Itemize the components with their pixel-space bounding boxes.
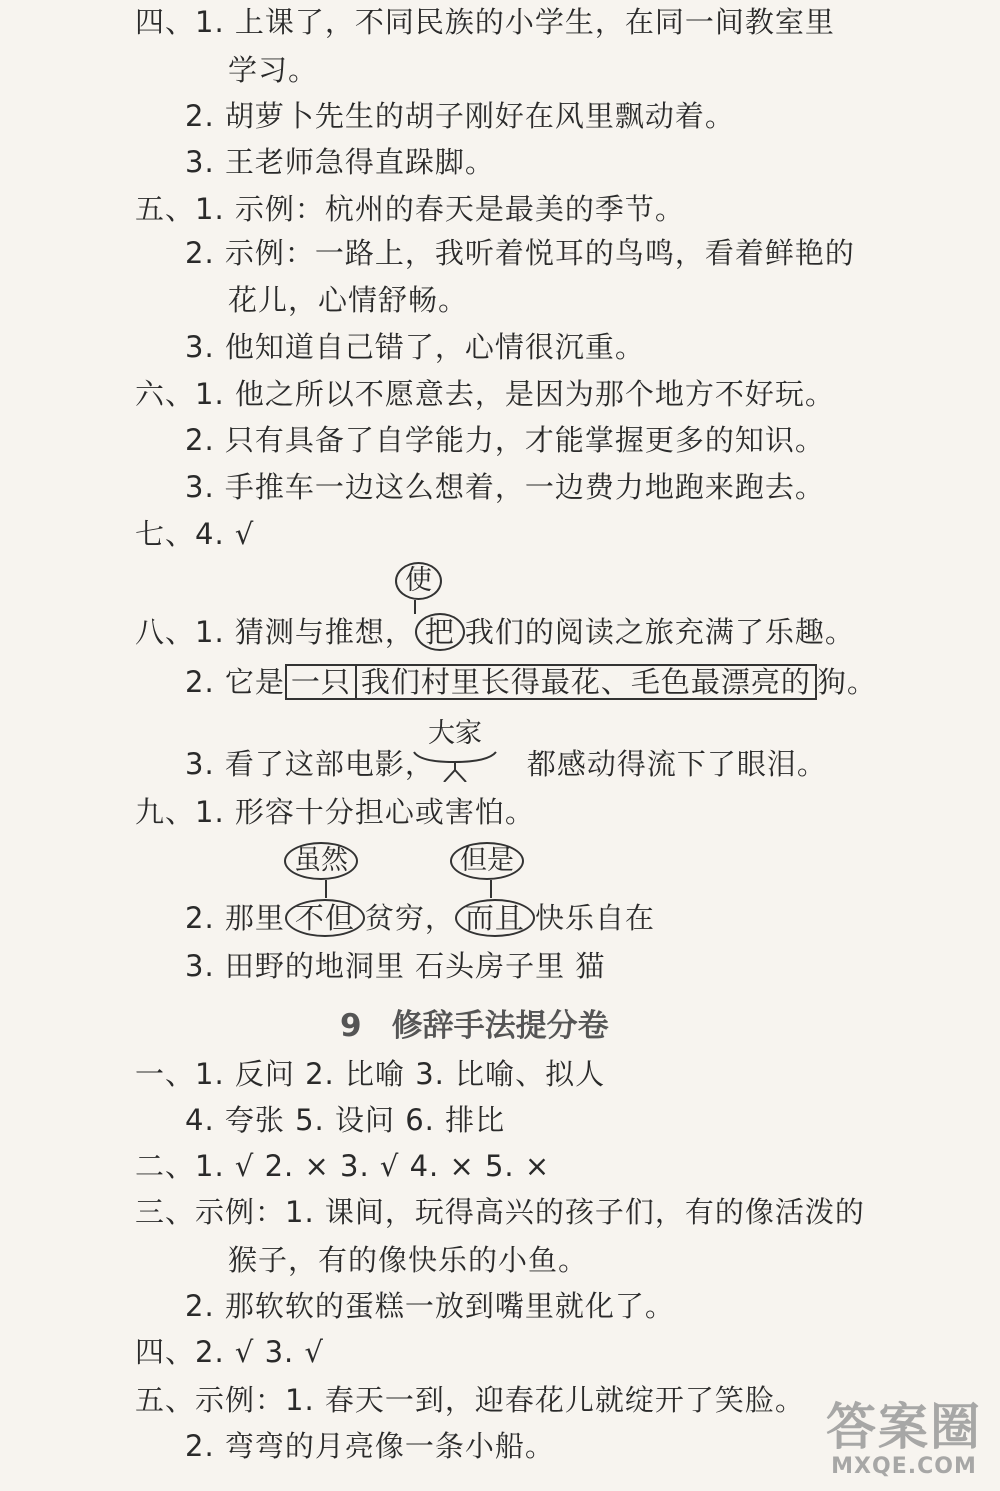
answer-line: 4. 夸张 5. 设问 6. 排比	[185, 1103, 506, 1137]
annotation-connector	[490, 880, 492, 898]
section-heading: 9 修辞手法提分卷	[340, 1008, 609, 1044]
answer-line: 2. 只有具备了自学能力，才能掌握更多的知识。	[185, 423, 825, 457]
watermark-logo: 答案圈 MXQE.COM	[826, 1398, 982, 1479]
answer-line: 3. 王老师急得直跺脚。	[185, 145, 495, 179]
answer-line: 八、1. 猜测与推想， 把 我们的阅读之旅充满了乐趣。	[135, 615, 855, 649]
answer-line: 四、2. √ 3. √	[135, 1335, 324, 1369]
answer-line: 学习。	[228, 53, 319, 87]
boxed-phrase: 我们村里长得最花、毛色最漂亮的	[357, 664, 817, 700]
answer-line: 猴子，有的像快乐的小鱼。	[228, 1243, 589, 1277]
answer-line: 七、4. √	[135, 517, 255, 551]
annotation-connector	[325, 880, 327, 898]
answer-line: 2. 弯弯的月亮像一条小船。	[185, 1429, 555, 1463]
answer-line: 一、1. 反问 2. 比喻 3. 比喻、拟人	[135, 1057, 606, 1091]
answer-line: 三、示例：1. 课间，玩得高兴的孩子们，有的像活泼的	[135, 1195, 865, 1229]
answer-line: 五、示例：1. 春天一到，迎春花儿就绽开了笑脸。	[135, 1383, 805, 1417]
answer-line: 花儿，心情舒畅。	[228, 283, 469, 317]
answer-line: 二、1. √ 2. × 3. √ 4. × 5. ×	[135, 1149, 551, 1183]
answer-line: 五、1. 示例：杭州的春天是最美的季节。	[135, 192, 685, 226]
answer-line: 2. 它是 一只 我们村里长得最花、毛色最漂亮的 狗。	[185, 665, 877, 699]
correction-annotation: 使	[395, 562, 442, 600]
answer-line: 2. 胡萝卜先生的胡子刚好在风里飘动着。	[185, 99, 735, 133]
answer-line: 3. 田野的地洞里 石头房子里 猫	[185, 949, 606, 983]
answer-line: 四、1. 上课了，不同民族的小学生，在同一间教室里	[135, 5, 835, 39]
circled-word: 而且	[455, 899, 535, 937]
answer-line: 九、1. 形容十分担心或害怕。	[135, 795, 535, 829]
circled-word: 不但	[285, 899, 365, 937]
correction-annotation: 但是	[450, 842, 524, 880]
circled-word: 把	[415, 613, 465, 651]
answer-line: 六、1. 他之所以不愿意去，是因为那个地方不好玩。	[135, 377, 835, 411]
answer-line: 3. 他知道自己错了，心情很沉重。	[185, 330, 645, 364]
answer-line: 3. 手推车一边这么想着，一边费力地跑来跑去。	[185, 470, 825, 504]
answer-line: 2. 示例：一路上，我听着悦耳的鸟鸣，看着鲜艳的	[185, 236, 855, 270]
answer-line: 3. 看了这部电影， 都感动得流下了眼泪。	[185, 747, 827, 781]
answer-line: 2. 那软软的蛋糕一放到嘴里就化了。	[185, 1289, 675, 1323]
boxed-word: 一只	[285, 664, 357, 700]
correction-annotation: 虽然	[284, 842, 358, 880]
answer-line: 2. 那里 不但 贫穷， 而且 快乐自在	[185, 901, 655, 935]
insertion-annotation: 大家	[428, 718, 482, 749]
